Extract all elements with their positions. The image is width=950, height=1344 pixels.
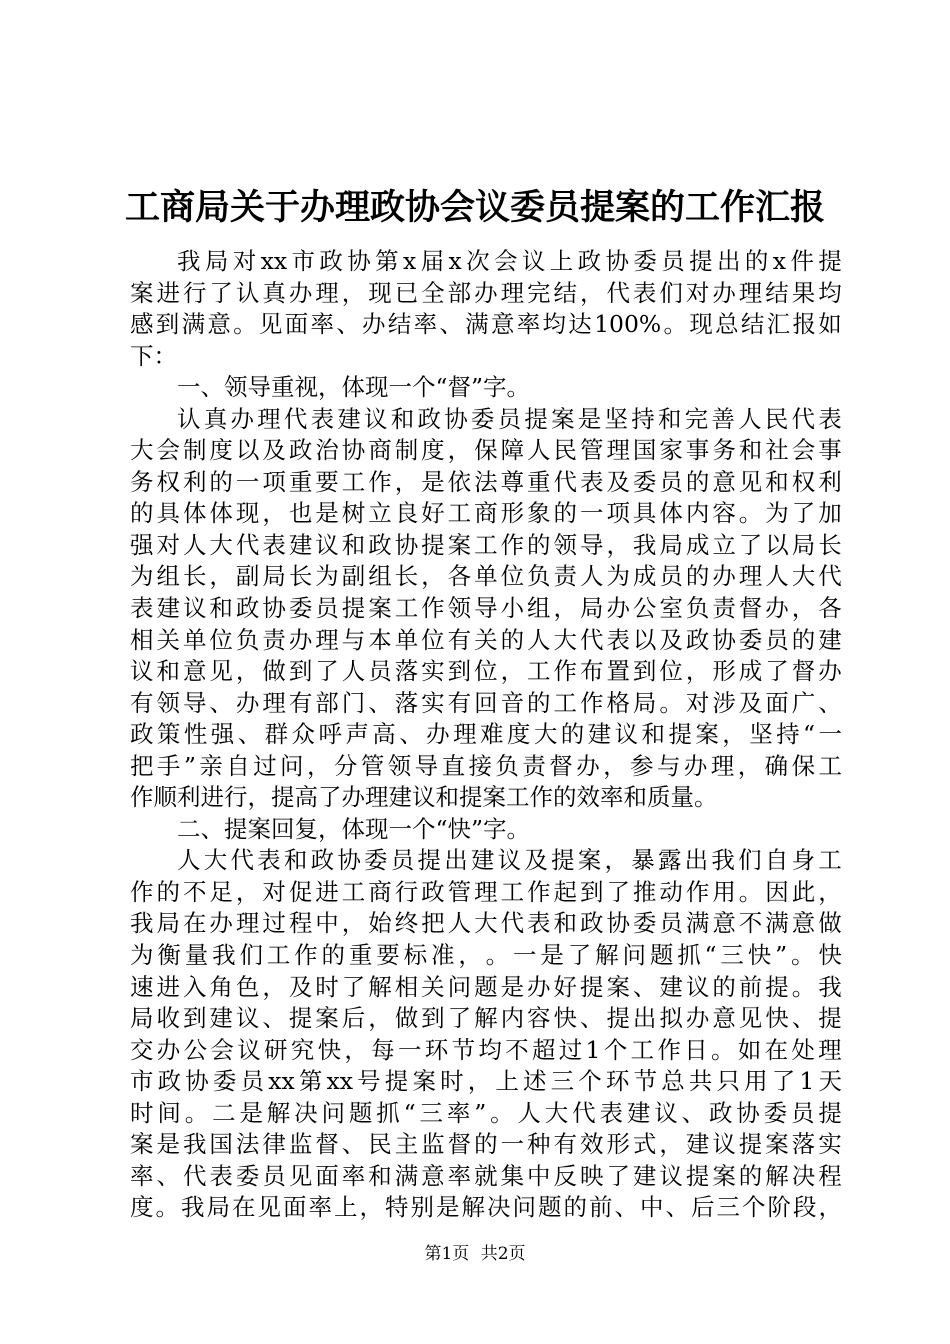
- page-footer: [0, 1242, 950, 1266]
- text-line: 为 组 长 ， 副 局 长 为 副 组 长 ， 各 单 位 负 责 人 为 成 员 的 办 理 人 大 代: [130, 562, 842, 591]
- text-line: 我 局 对 xx 市 政 协 第 x 届 x 次 会 议 上 政 协 委 员 提 出 的 x 件 提: [177, 247, 842, 275]
- text-line: 为 衡 量 我 们 工 作 的 重 要 标 准 ， 。 一 是 了 解 问 题 抓 “ 三 快 ” 。 快: [130, 941, 842, 970]
- text-line: 的 具 体 体 现 ， 也 是 树 立 良 好 工 商 形 象 的 一 项 具 体 内 容 。 为 了 加: [130, 499, 842, 528]
- document-body: [130, 246, 842, 1224]
- text-line: 案 是 我 国 法 律 监 督 、 民 主 监 督 的 一 种 有 效 形 式 ， 建 议 提 案 落 实: [130, 1130, 842, 1159]
- text-line: 作 顺 利 进 行 ， 提 高 了 办 理 建 议 和 提 案 工 作 的 效 率 和 质 量 。: [130, 783, 718, 812]
- page-total: 共2页: [480, 1244, 526, 1264]
- text-line: 大 会 制 度 以 及 政 治 协 商 制 度 ， 保 障 人 民 管 理 国 家 事 务 和 社 会 事: [130, 436, 842, 465]
- text-line: 市 政 协 委 员 xx 第 xx 号 提 案 时 ， 上 述 三 个 环 节 总 共 只 用 了 1 天: [130, 1067, 842, 1096]
- text-line: 下 ：: [130, 341, 177, 370]
- text-line: 时 间 。 二 是 解 决 问 题 抓 “ 三 率 ” 。 人 大 代 表 建 议 、 政 协 委 员 提: [130, 1098, 842, 1127]
- text-line: 率 、 代 表 委 员 见 面 率 和 满 意 率 就 集 中 反 映 了 建 议 提 案 的 解 决 程: [130, 1161, 842, 1190]
- text-line: 有 领 导 、 办 理 有 部 门 、 落 实 有 回 音 的 工 作 格 局 。 对 涉 及 面 广 、: [130, 688, 842, 717]
- text-line: 认 真 办 理 代 表 建 议 和 政 协 委 员 提 案 是 坚 持 和 完 善 人 民 代 表: [177, 404, 842, 433]
- text-line: 表 建 议 和 政 协 委 员 提 案 工 作 领 导 小 组 ， 局 办 公 室 负 责 督 办 ， 各: [130, 594, 842, 623]
- page-number: 第1页: [424, 1244, 470, 1264]
- text-line: 一 、 领 导 重 视 ， 体 现 一 个 “ 督 ” 字 。: [177, 373, 531, 402]
- text-line: 作 的 不 足 ， 对 促 进 工 商 行 政 管 理 工 作 起 到 了 推 动 作 用 。 因 此 ，: [130, 877, 842, 906]
- document-title: 工商局关于办理政协会议委员提案的工作汇报: [124, 187, 825, 228]
- text-line: 度 。 我 局 在 见 面 率 上 ， 特 别 是 解 决 问 题 的 前 、 中 、 后 三 个 阶 段 ，: [130, 1193, 842, 1222]
- text-line: 我 局 在 办 理 过 程 中 ， 始 终 把 人 大 代 表 和 政 协 委 员 满 意 不 满 意 做: [130, 909, 842, 938]
- text-line: 感 到 满 意 。 见 面 率 、 办 结 率 、 满 意 率 均 达 100% 。 现 总 结 汇 报 如: [130, 310, 842, 339]
- text-line: 强 对 人 大 代 表 建 议 和 政 协 提 案 工 作 的 领 导 ， 我 局 成 立 了 以 局 长: [130, 530, 842, 559]
- text-line: 议 和 意 见 ， 做 到 了 人 员 落 实 到 位 ， 工 作 布 置 到 位 ， 形 成 了 督 办: [130, 657, 842, 686]
- text-line: 相 关 单 位 负 责 办 理 与 本 单 位 有 关 的 人 大 代 表 以 及 政 协 委 员 的 建: [130, 625, 842, 654]
- text-line: 案 进 行 了 认 真 办 理 ， 现 已 全 部 办 理 完 结 ， 代 表 们 对 办 理 结 果 均: [130, 278, 842, 307]
- text-line: 速 进 入 角 色 ， 及 时 了 解 相 关 问 题 是 办 好 提 案 、 建 议 的 前 提 。 我: [130, 972, 842, 1001]
- text-line: 政 策 性 强 、 群 众 呼 声 高 、 办 理 难 度 大 的 建 议 和 提 案 ， 坚 持 “ 一: [130, 720, 842, 749]
- text-line: 局 收 到 建 议 、 提 案 后 ， 做 到 了 解 内 容 快 、 提 出 拟 办 意 见 快 、 提: [130, 1004, 842, 1033]
- text-line: 务 权 利 的 一 项 重 要 工 作 ， 是 依 法 尊 重 代 表 及 委 员 的 意 见 和 权 利: [130, 467, 842, 496]
- text-line: 二 、 提 案 回 复 ， 体 现 一 个 “ 快 ” 字 。: [177, 814, 531, 843]
- text-line: 交 办 公 会 议 研 究 快 ， 每 一 环 节 均 不 超 过 1 个 工 作 日 。 如 在 处 理: [130, 1035, 842, 1064]
- text-line: 人 大 代 表 和 政 协 委 员 提 出 建 议 及 提 案 ， 暴 露 出 我 们 自 身 工: [177, 846, 842, 875]
- text-line: 把 手 ” 亲 自 过 问 ， 分 管 领 导 直 接 负 责 督 办 ， 参 与 办 理 ， 确 保 工: [130, 751, 842, 780]
